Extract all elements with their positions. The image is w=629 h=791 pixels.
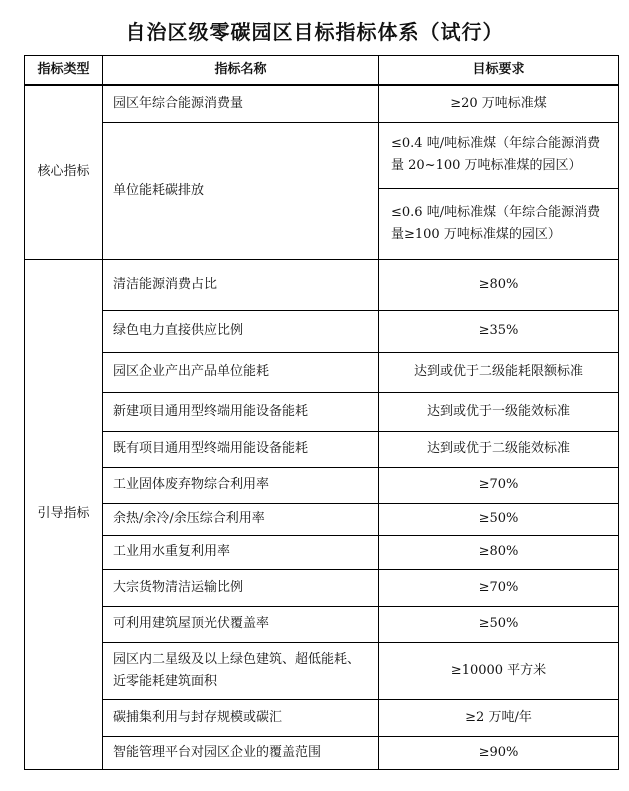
table-row [25,122,619,188]
table-row [25,606,619,642]
table-row [25,736,619,769]
indicator-name: 单位能耗碳排放 [103,122,379,259]
table-row [25,642,619,699]
indicator-name: 工业用水重复利用率 [103,535,379,569]
indicator-name: 智能管理平台对园区企业的覆盖范围 [103,736,379,769]
indicator-target: ≥80% [379,259,619,310]
table-header-row [25,56,619,86]
header-target: 目标要求 [379,56,619,86]
indicator-target: ≥80% [379,535,619,569]
header-name: 指标名称 [103,56,379,86]
indicator-target: ≥50% [379,503,619,535]
indicator-target: 达到或优于二级能耗限额标准 [379,352,619,392]
indicator-name: 大宗货物清洁运输比例 [103,569,379,606]
table-row [25,431,619,467]
indicator-target: ≤0.6 吨/吨标准煤（年综合能源消费量≥100 万吨标准煤的园区） [379,188,619,259]
indicator-name: 新建项目通用型终端用能设备能耗 [103,392,379,431]
indicator-target: ≥35% [379,310,619,352]
indicator-name: 绿色电力直接供应比例 [103,310,379,352]
indicator-name: 碳捕集利用与封存规模或碳汇 [103,699,379,736]
table-row [25,699,619,736]
indicator-target: ≥2 万吨/年 [379,699,619,736]
page-title: 自治区级零碳园区目标指标体系（试行） [125,20,504,44]
table-row [25,467,619,503]
indicator-target: ≥50% [379,606,619,642]
table-row [25,310,619,352]
type-core: 核心指标 [25,85,103,259]
indicator-target: ≥70% [379,467,619,503]
indicator-name: 园区企业产出产品单位能耗 [103,352,379,392]
indicator-name: 可利用建筑屋顶光伏覆盖率 [103,606,379,642]
table-row [25,85,619,122]
indicator-name: 余热/余冷/余压综合利用率 [103,503,379,535]
table-row [25,503,619,535]
table-row [25,259,619,310]
type-guide: 引导指标 [25,259,103,769]
table-row [25,569,619,606]
indicator-target: ≥90% [379,736,619,769]
indicator-target: ≥70% [379,569,619,606]
table-row [25,392,619,431]
indicator-table [24,55,619,770]
indicator-name: 工业固体废弃物综合利用率 [103,467,379,503]
indicator-target: 达到或优于一级能效标准 [379,392,619,431]
indicator-target: ≤0.4 吨/吨标准煤（年综合能源消费量 20~100 万吨标准煤的园区） [379,122,619,188]
indicator-target: 达到或优于二级能效标准 [379,431,619,467]
header-type: 指标类型 [25,56,103,86]
indicator-name: 清洁能源消费占比 [103,259,379,310]
indicator-name: 园区年综合能源消费量 [103,85,379,122]
indicator-name: 园区内二星级及以上绿色建筑、超低能耗、近零能耗建筑面积 [103,642,379,699]
indicator-name: 既有项目通用型终端用能设备能耗 [103,431,379,467]
table-row [25,352,619,392]
indicator-target: ≥20 万吨标准煤 [379,85,619,122]
indicator-target: ≥10000 平方米 [379,642,619,699]
table-row [25,535,619,569]
